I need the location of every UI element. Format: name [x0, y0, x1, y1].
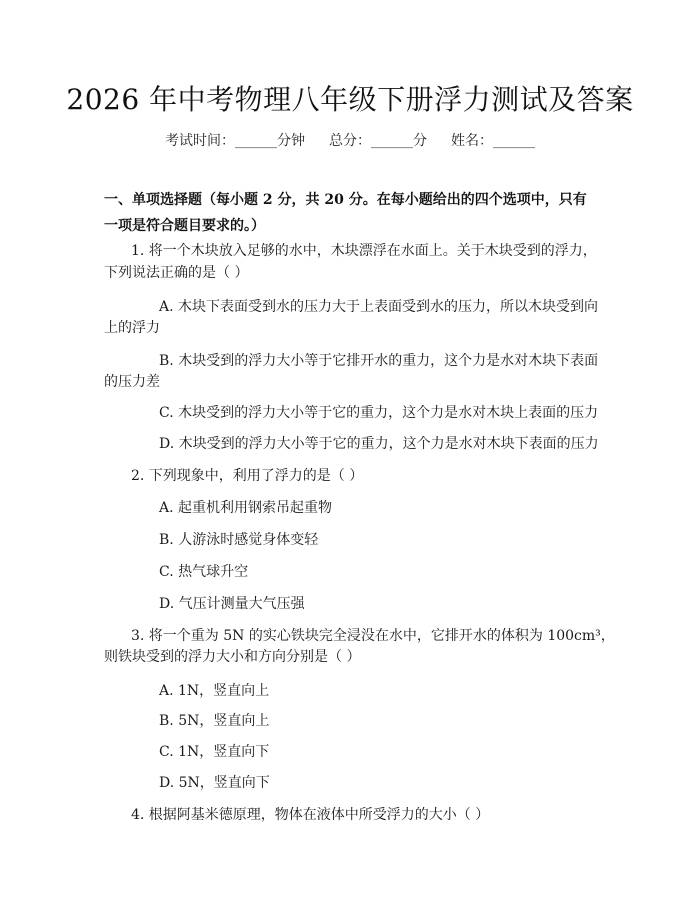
- question-3-option-b: B. 5N，竖直向上: [159, 713, 270, 729]
- student-name-field: 姓名：______: [451, 133, 535, 149]
- question-1-option-d: D. 木块受到的浮力大小等于它的重力，这个力是水对木块下表面的压力: [159, 436, 599, 452]
- question-1-option-a-line2: 上的浮力: [104, 320, 160, 336]
- question-1-option-b-line2: 的压力差: [104, 374, 160, 390]
- question-2-stem: 2. 下列现象中，利用了浮力的是（ ）: [131, 468, 364, 484]
- question-3-option-d: D. 5N，竖直向下: [159, 775, 270, 791]
- exam-info-line: [0, 130, 700, 152]
- question-1-option-c: C. 木块受到的浮力大小等于它的重力，这个力是水对木块上表面的压力: [159, 405, 599, 421]
- page-title: 2026 年中考物理八年级下册浮力测试及答案: [66, 83, 634, 116]
- question-1-stem-line2: 下列说法正确的是（ ）: [104, 265, 249, 281]
- question-1-option-a-line1: A. 木块下表面受到水的压力大于上表面受到水的压力，所以木块受到向: [159, 299, 599, 315]
- question-3-option-a: A. 1N，竖直向上: [159, 683, 270, 699]
- question-2-option-c: C. 热气球升空: [159, 564, 249, 580]
- question-3-option-c: C. 1N，竖直向下: [159, 744, 270, 760]
- question-2-option-d: D. 气压计测量大气压强: [159, 596, 305, 612]
- question-3-stem-line1: 3. 将一个重为 5N 的实心铁块完全浸没在水中，它排开水的体积为 100cm³，: [131, 628, 615, 644]
- question-4-stem: 4. 根据阿基米德原理，物体在液体中所受浮力的大小（ ）: [131, 807, 490, 823]
- question-2-option-a: A. 起重机利用钢索吊起重物: [159, 500, 333, 516]
- question-3-stem-line2: 则铁块受到的浮力大小和方向分别是（ ）: [104, 649, 361, 665]
- exam-time-field: 考试时间：______分钟: [165, 133, 305, 149]
- question-1-stem-line1: 1. 将一个木块放入足够的水中，木块漂浮在水面上。关于木块受到的浮力，: [131, 243, 597, 259]
- section-heading-single-choice: 一、单项选择题（每小题 2 分，共 20 分。在每小题给出的四个选项中，只有一项是符合题目要求的。）: [104, 192, 587, 234]
- question-2-option-b: B. 人游泳时感觉身体变轻: [159, 532, 319, 548]
- total-score-field: 总分：______分: [329, 133, 427, 149]
- question-1-option-b-line1: B. 木块受到的浮力大小等于它排开水的重力，这个力是水对木块下表面: [159, 353, 599, 369]
